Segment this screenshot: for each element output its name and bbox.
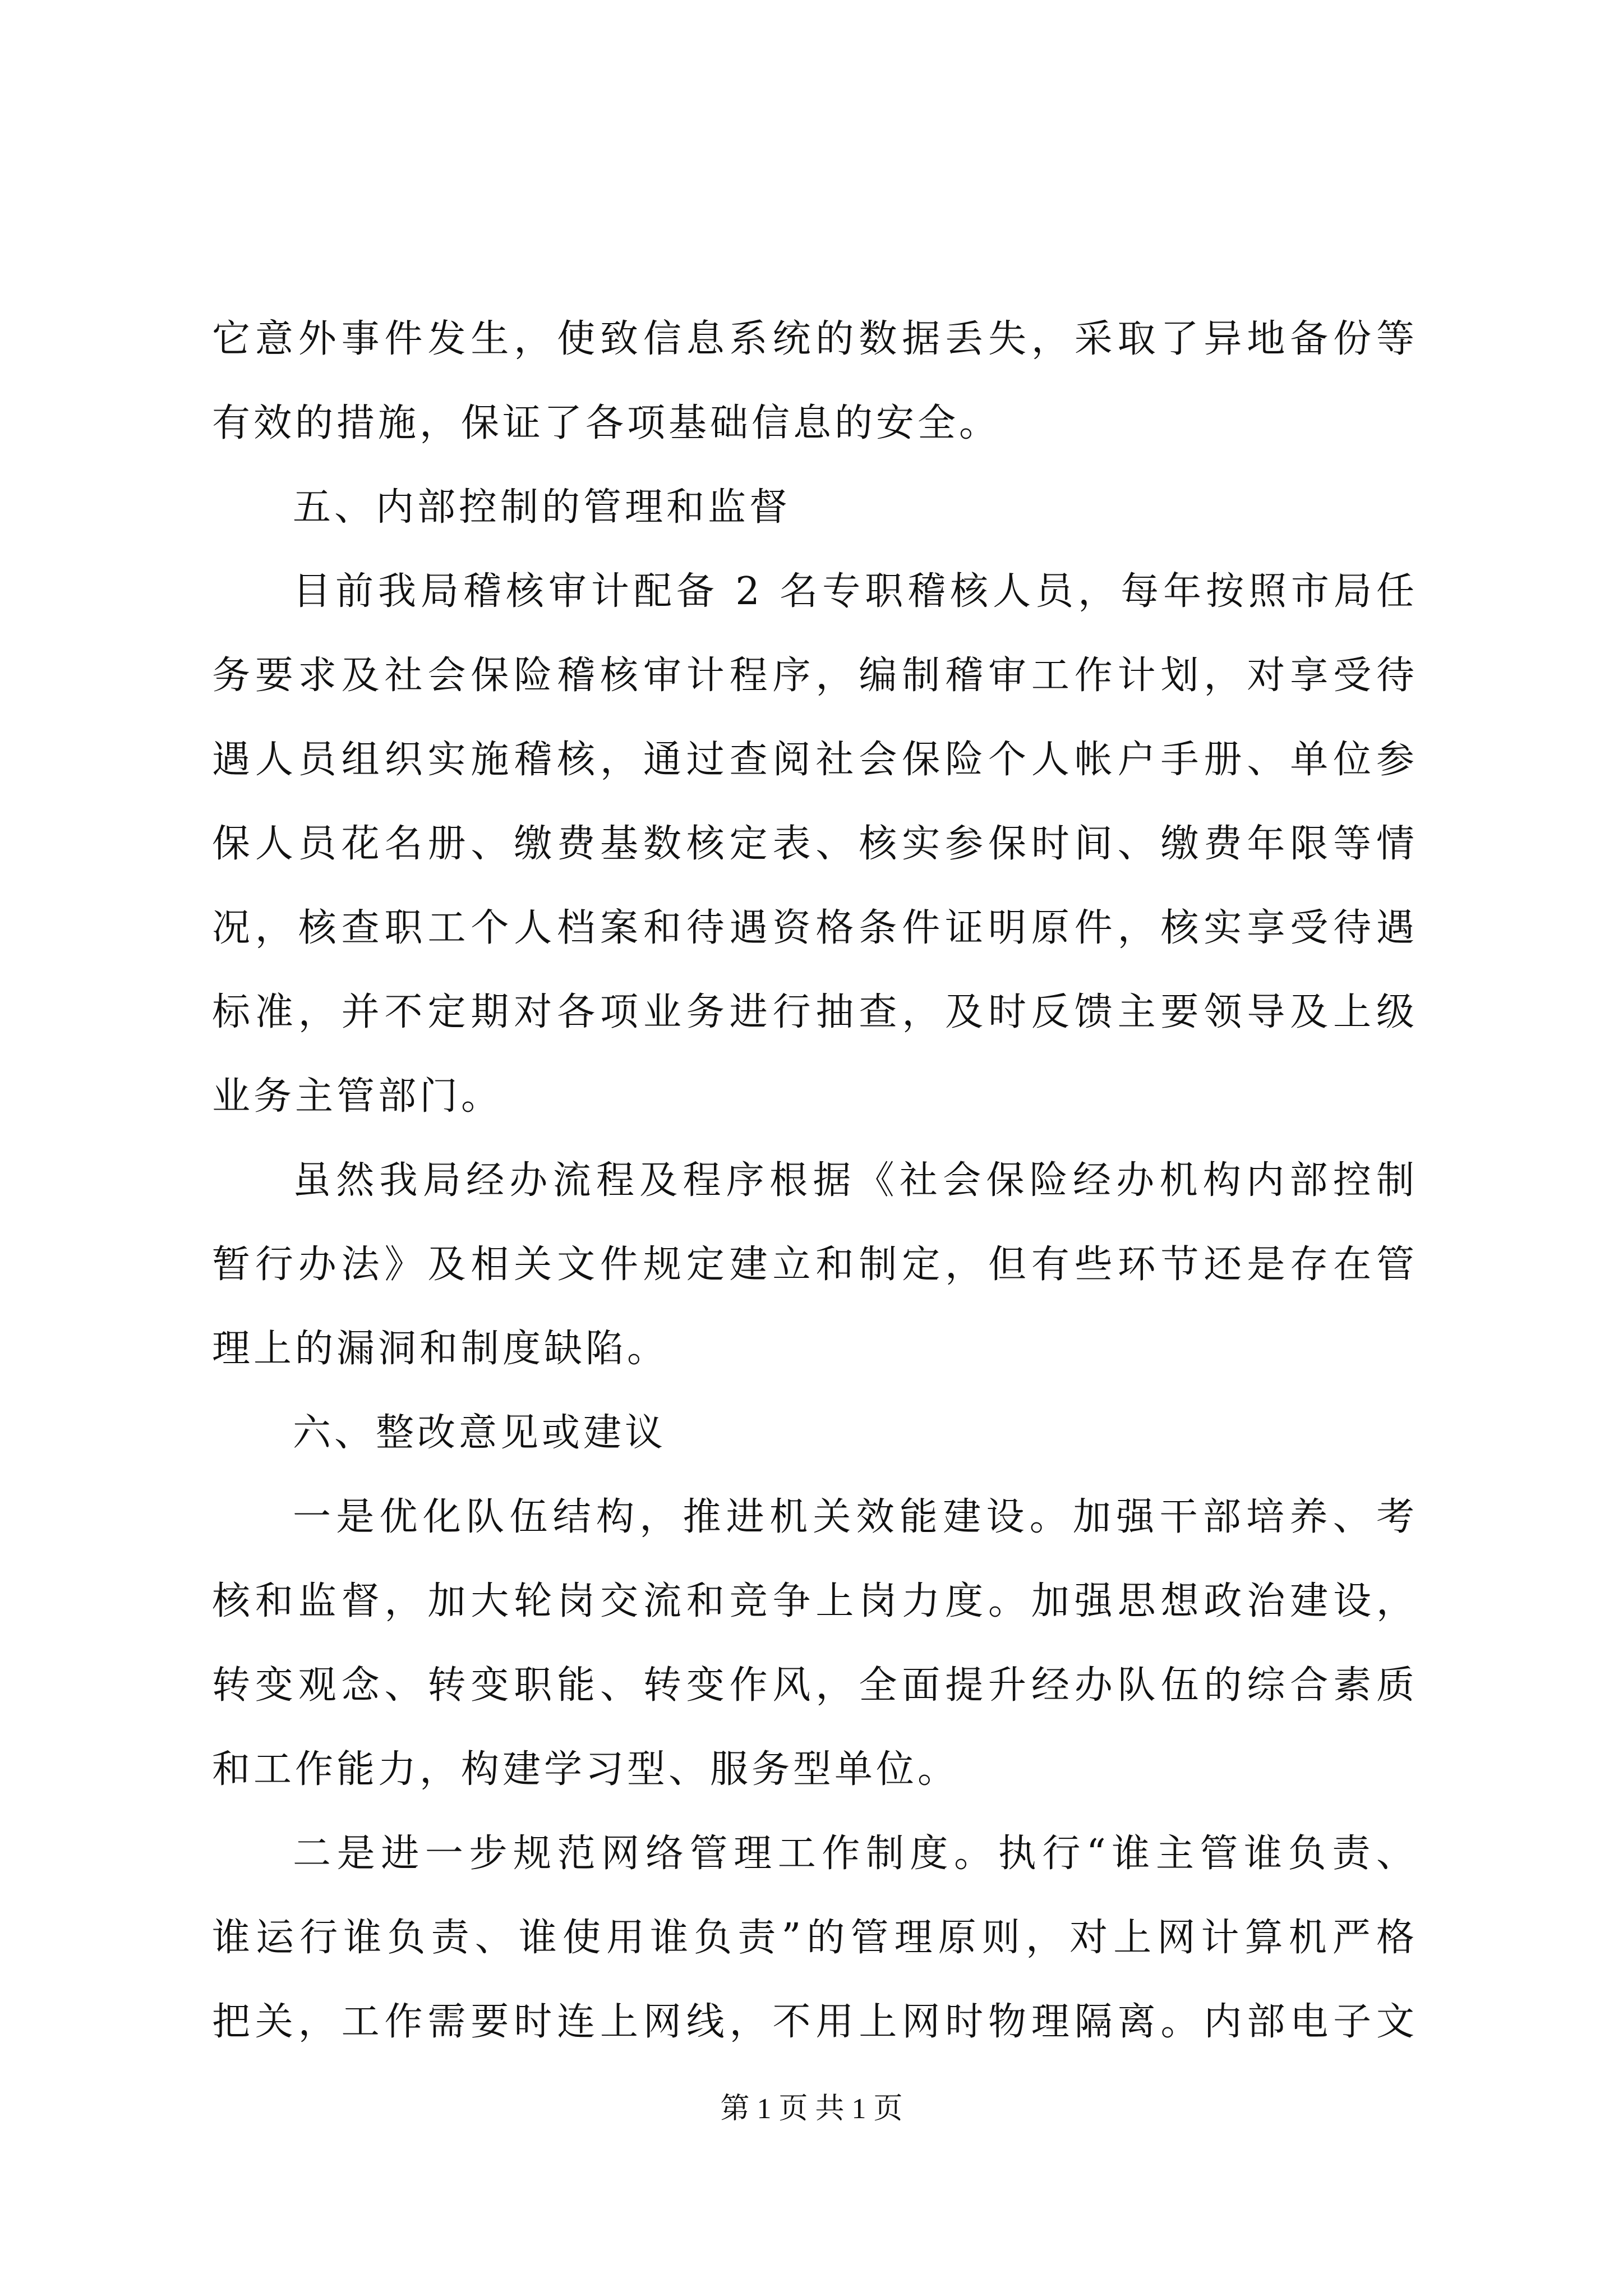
text-line: 虽然我局经办流程及程序根据《社会保险经办机构内部控制 — [293, 1158, 1418, 1203]
document-body — [212, 297, 1418, 2064]
page-footer: 第 1 页 共 1 页 — [720, 2093, 903, 2125]
text-line: 和工作能力，构建学习型、服务型单位。 — [212, 1747, 960, 1792]
section-heading: 五、内部控制的管理和监督 — [293, 485, 791, 530]
section-heading: 六、整改意见或建议 — [293, 1411, 667, 1455]
text-line: 一是优化队伍结构，推进机关效能建设。加强干部培养、考 — [293, 1495, 1418, 1539]
text-line: 业务主管部门。 — [212, 1074, 503, 1119]
text-line: 理上的漏洞和制度缺陷。 — [212, 1327, 669, 1371]
text-line: 标准，并不定期对各项业务进行抽查，及时反馈主要领导及上级 — [212, 990, 1418, 1034]
text-line: 核和监督，加大轮岗交流和竞争上岗力度。加强思想政治建设， — [212, 1579, 1418, 1623]
text-line: 务要求及社会保险稽核审计程序，编制稽审工作计划，对享受待 — [212, 654, 1418, 698]
text-line: 转变观念、转变职能、转变作风，全面提升经办队伍的综合素质 — [212, 1663, 1418, 1708]
text-line: 二是进一步规范网络管理工作制度。执行“谁主管谁负责、 — [293, 1832, 1418, 1876]
text-line: 把关，工作需要时连上网线，不用上网时物理隔离。内部电子文 — [212, 2000, 1418, 2044]
text-line: 遇人员组织实施稽核，通过查阅社会保险个人帐户手册、单位参 — [212, 738, 1418, 782]
text-line: 有效的措施，保证了各项基础信息的安全。 — [212, 401, 1001, 445]
text-line: 况，核查职工个人档案和待遇资格条件证明原件，核实享受待遇 — [212, 906, 1418, 950]
text-line: 目前我局稽核审计配备 2 名专职稽核人员，每年按照市局任 — [293, 569, 1418, 614]
text-line: 保人员花名册、缴费基数核定表、核实参保时间、缴费年限等情 — [212, 822, 1418, 866]
text-line: 它意外事件发生，使致信息系统的数据丢失，采取了异地备份等 — [212, 317, 1418, 361]
text-line: 谁运行谁负责、谁使用谁负责”的管理原则，对上网计算机严格 — [212, 1916, 1418, 1960]
text-line: 暂行办法》及相关文件规定建立和制定，但有些环节还是存在管 — [212, 1243, 1418, 1287]
